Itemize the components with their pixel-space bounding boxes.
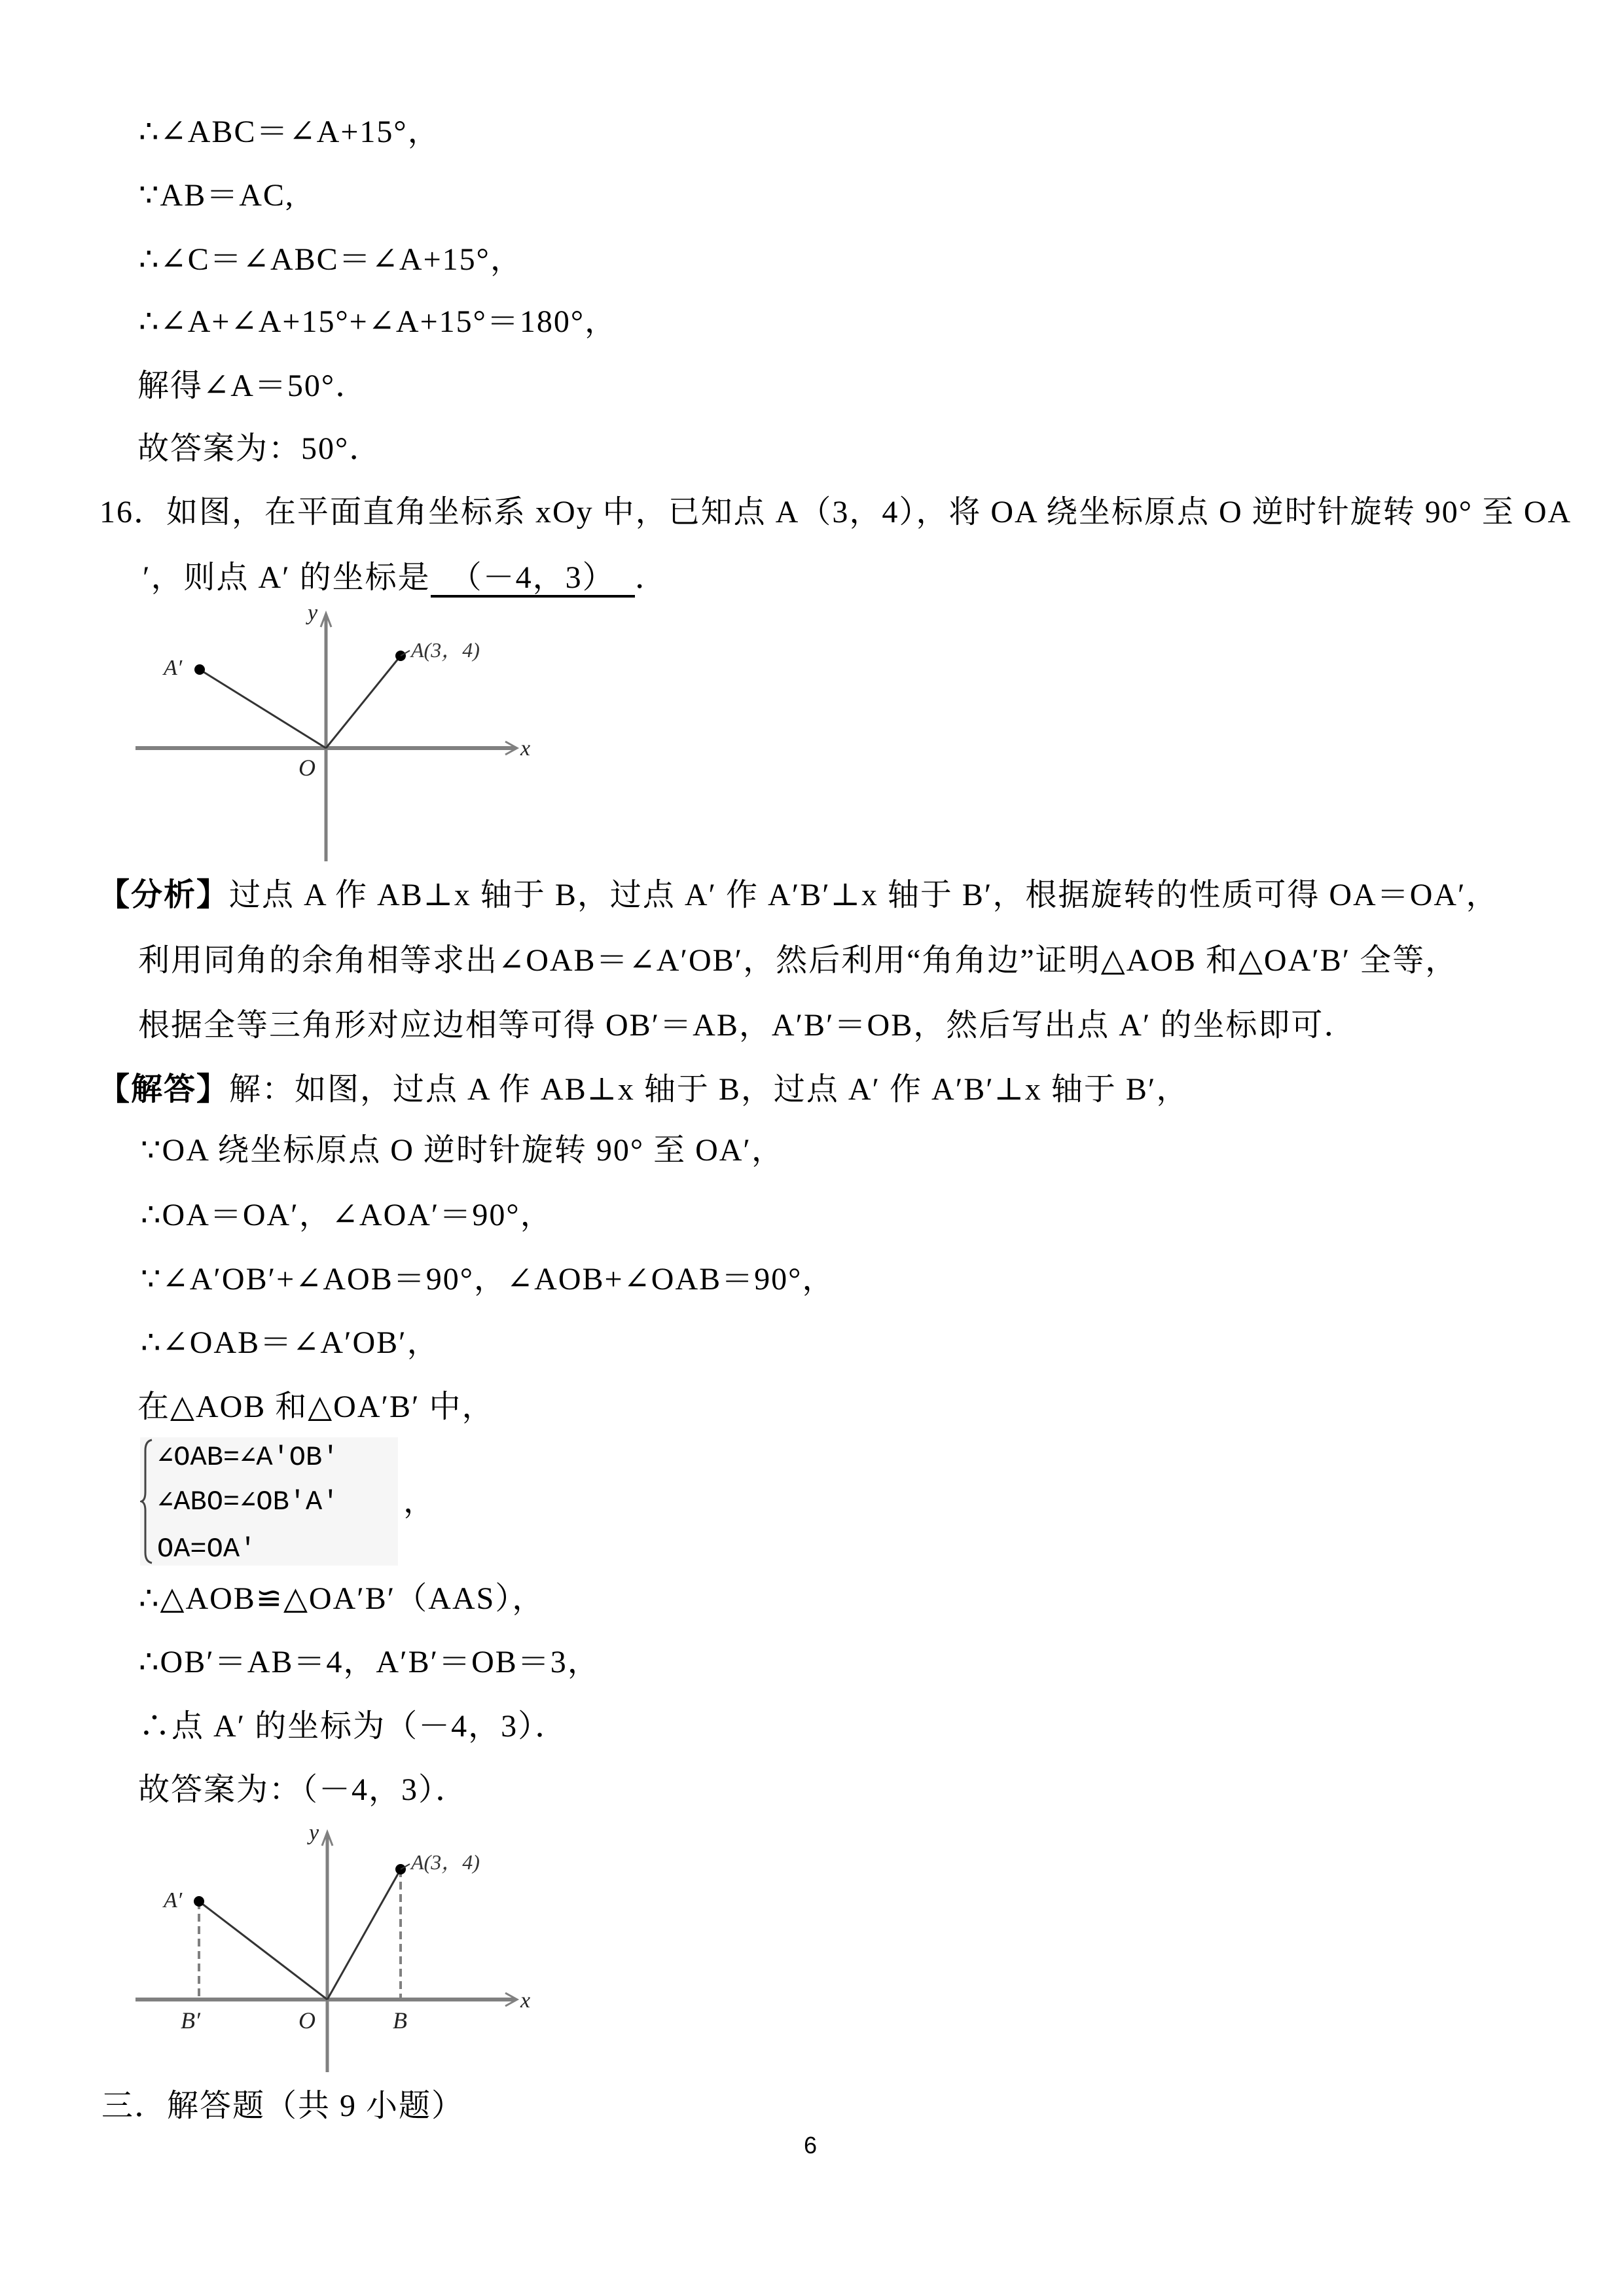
question-stem-text-2: ′，则点 A′ 的坐标是 (143, 560, 431, 595)
fig1-origin-label: O (298, 755, 316, 781)
fig1-point-A-prime-label: A′ (164, 656, 183, 680)
system-trailing-comma: ， (403, 1484, 437, 1519)
solution-line-1 (98, 1070, 1189, 1109)
prev-solution-line-3: ∴∠C＝∠ABC＝∠A+15°， (139, 242, 523, 277)
solution-text-1: 解：如图，过点 A 作 AB⊥x 轴于 B，过点 A′ 作 A′B′⊥x 轴于 B′， (229, 1072, 1189, 1107)
solution-line-2: ∵OA 绕坐标原点 O 逆时针旋转 90° 至 OA′， (141, 1133, 784, 1168)
fig1-y-label: y (308, 601, 318, 625)
segment-OA (326, 656, 401, 748)
solution-after-line-3: ∴点 A′ 的坐标为（－4，3）． (139, 1709, 568, 1744)
point-A-prime (194, 1896, 204, 1907)
system-eq-2: ∠ABO=∠OB′A′ (157, 1486, 339, 1518)
question-16-stem-line-2 (143, 558, 668, 598)
fig2-origin-label: O (298, 2007, 316, 2034)
solution-tag: 【解答】 (98, 1072, 230, 1107)
question-number: 16． (99, 495, 167, 529)
solution-line-6: 在△AOB 和△OA′B′ 中， (137, 1390, 495, 1424)
solution-line-5: ∴∠OAB＝∠A′OB′， (141, 1325, 440, 1360)
prev-solution-line-5: 解得∠A＝50°． (137, 368, 369, 403)
solution-line-3: ∴OA＝OA′，∠AOA′＝90°， (141, 1198, 553, 1232)
question-stem-text: 如图，在平面直角坐标系 xOy 中，已知点 A（3，4），将 OA 绕坐标原点 O 逆时针旋转 90° 至 OA (166, 495, 1572, 529)
fig2-point-A-prime-label: A′ (164, 1888, 183, 1912)
fig2-point-B-prime-label: B′ (181, 2007, 200, 2034)
question-16-stem-line-1 (99, 493, 1572, 532)
segment-OA-prime (199, 1901, 327, 2000)
fig2-point-B-label: B (393, 2007, 407, 2034)
prev-solution-line-2: ∵AB＝AC, (139, 178, 295, 213)
analysis-line-2: 利用同角的余角相等求出∠OAB＝∠A′OB′，然后利用“角角边”证明△AOB 和△OA′B′ 全等， (138, 943, 1458, 978)
page-number: 6 (804, 2132, 818, 2159)
system-eq-3: OA=OA′ (157, 1534, 257, 1565)
answer-blank: （－4，3） (431, 561, 635, 598)
solution-final-answer: 故答案为：（－4，3）． (138, 1772, 469, 1807)
fig2-x-label: x (520, 1988, 531, 2013)
analysis-tag: 【分析】 (98, 878, 230, 912)
solution-after-line-1: ∴△AOB≌△OA′B′（AAS）， (139, 1581, 545, 1616)
fig2-y-label: y (309, 1821, 319, 1845)
segment-OA-prime (200, 670, 326, 748)
point-A-prime (194, 664, 205, 675)
analysis-text-1: 过点 A 作 AB⊥x 轴于 B，过点 A′ 作 A′B′⊥x 轴于 B′，根据旋转的性质可得 OA＝OA′， (229, 878, 1499, 912)
equation-system (140, 1437, 398, 1566)
prev-solution-line-4: ∴∠A+∠A+15°+∠A+15°＝180°， (139, 304, 618, 339)
fig2-point-A-label: A(3，4) (411, 1850, 480, 1874)
prev-solution-line-1: ∴∠ABC＝∠A+15°， (139, 115, 441, 149)
question-stem-end: ． (634, 560, 668, 595)
section-3-heading: 三．解答题（共 9 小题） (101, 2089, 465, 2123)
fig1-x-label: x (520, 736, 531, 761)
analysis-line-1 (98, 876, 1499, 915)
solution-line-4: ∵∠A′OB′+∠AOB＝90°，∠AOB+∠OAB＝90°， (141, 1262, 835, 1297)
analysis-line-3: 根据全等三角形对应边相等可得 OB′＝AB，A′B′＝OB，然后写出点 A′ 的坐标即可． (138, 1008, 1357, 1043)
system-eq-1: ∠OAB=∠A′OB′ (157, 1442, 339, 1473)
solution-after-line-2: ∴OB′＝AB＝4，A′B′＝OB＝3， (139, 1645, 600, 1679)
left-brace-icon (140, 1437, 154, 1566)
fig1-point-A-label: A(3，4) (411, 638, 480, 662)
segment-OA (327, 1869, 401, 2000)
prev-solution-final-answer: 故答案为：50°． (137, 431, 382, 466)
